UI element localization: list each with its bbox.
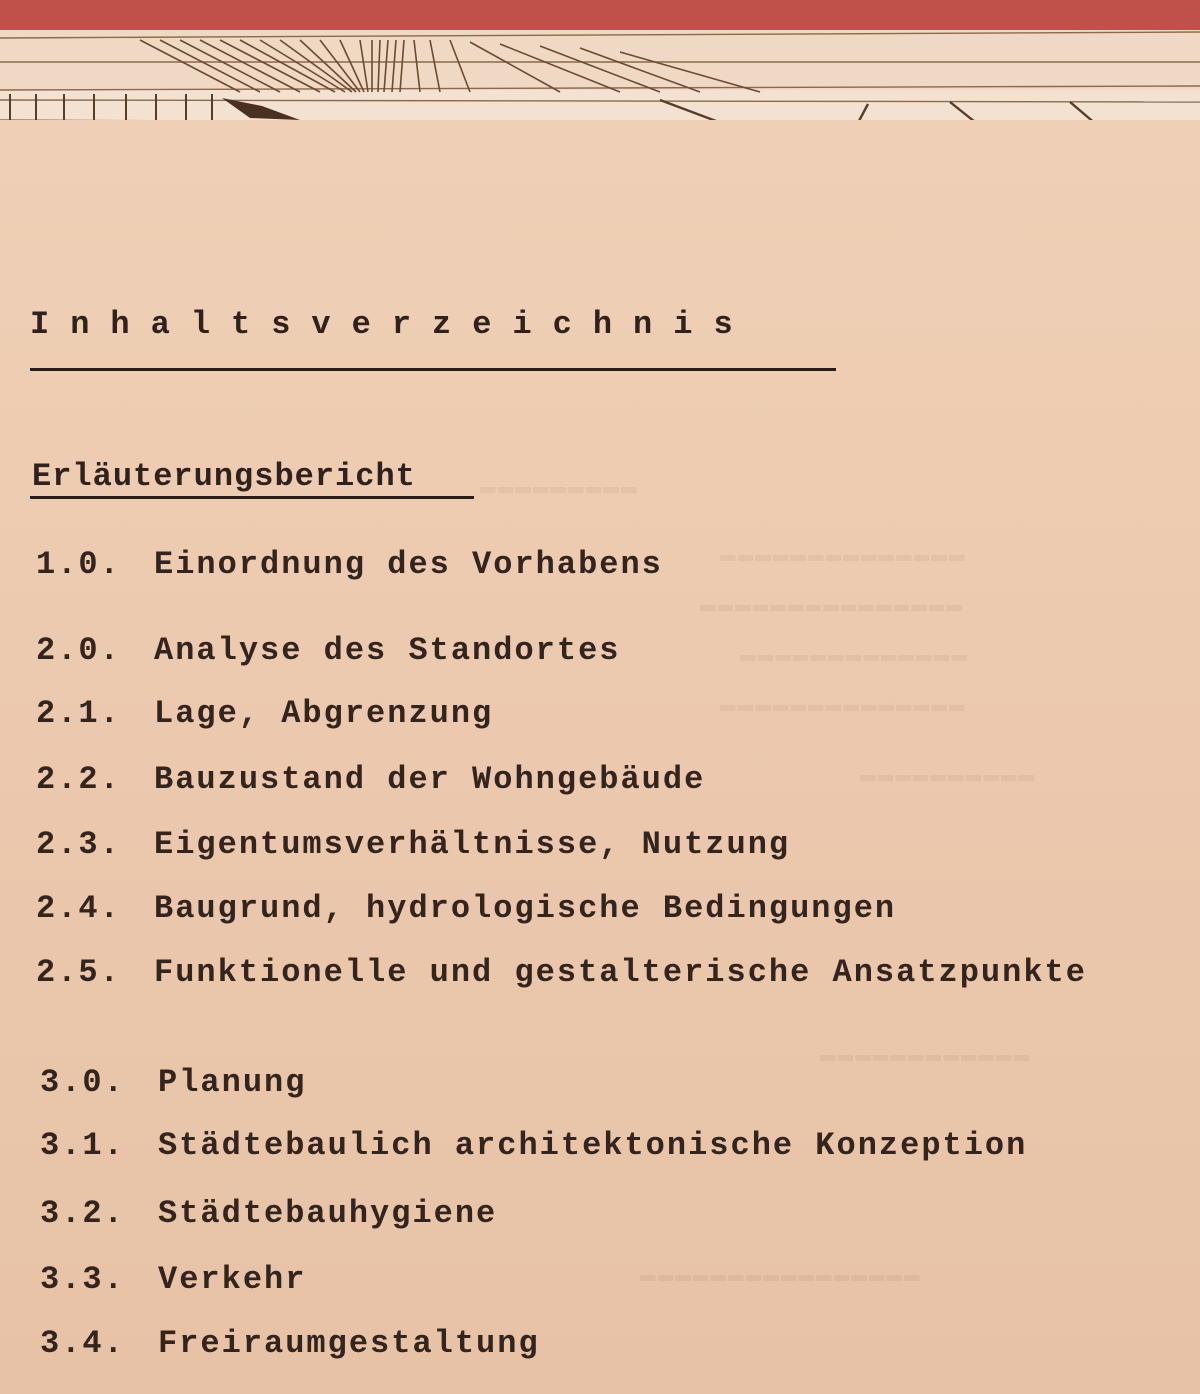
toc-entry-number: 2.4. (36, 890, 121, 927)
toc-entry-text: Bauzustand der Wohngebäude (154, 761, 706, 798)
bleed-through-decoration: ▬▬▬▬▬▬▬▬▬▬▬▬▬▬ (720, 540, 967, 570)
toc-entry (36, 546, 663, 583)
page-title: Inhaltsverzeichnis (30, 306, 754, 343)
toc-entry (36, 890, 896, 927)
toc-entry (40, 1127, 1027, 1164)
toc-entry-text: Eigentumsverhältnisse, Nutzung (154, 826, 791, 863)
toc-entry-number: 3.4. (40, 1325, 125, 1362)
toc-entry (40, 1195, 497, 1232)
bleed-through-decoration: ▬▬▬▬▬▬▬▬▬▬▬▬▬▬ (720, 690, 967, 720)
toc-entry-text: Analyse des Standortes (154, 632, 621, 669)
toc-entry-number: 2.0. (36, 632, 121, 669)
toc-entry-text: Verkehr (158, 1261, 307, 1298)
section-heading-underline (30, 496, 474, 499)
toc-entry-number: 2.5. (36, 954, 121, 991)
toc-entry-number: 2.1. (36, 695, 121, 732)
toc-entry-text: Freiraumgestaltung (158, 1325, 540, 1362)
toc-entry-number: 1.0. (36, 546, 121, 583)
toc-entry-text: Lage, Abgrenzung (154, 695, 494, 732)
toc-entry-number: 3.1. (40, 1127, 125, 1164)
bleed-through-decoration: ▬▬▬▬▬▬▬▬▬▬▬▬▬▬▬ (700, 590, 965, 620)
toc-entry (36, 826, 790, 863)
bleed-through-decoration: ▬▬▬▬▬▬▬▬▬▬ (860, 760, 1037, 790)
toc-entry-number: 3.2. (40, 1195, 125, 1232)
toc-entry-text: Städtebauhygiene (158, 1195, 498, 1232)
toc-entry-text: Funktionelle und gestalterische Ansatzpunkte (154, 954, 1087, 991)
toc-entry (36, 954, 1087, 991)
toc-entry-number: 2.2. (36, 761, 121, 798)
title-underline (30, 368, 836, 371)
toc-entry (36, 632, 620, 669)
toc-entry-number: 3.3. (40, 1261, 125, 1298)
toc-entry-number: 3.0. (40, 1064, 125, 1101)
toc-entry-number: 2.3. (36, 826, 121, 863)
bleed-through-decoration: ▬▬▬▬▬▬▬▬▬▬▬▬▬ (740, 640, 969, 670)
bleed-through-decoration: ▬▬▬▬▬▬▬▬▬▬▬▬▬▬▬▬ (640, 1260, 922, 1290)
toc-entry-text: Städtebaulich architektonische Konzeption (158, 1127, 1028, 1164)
toc-entry-text: Baugrund, hydrologische Bedingungen (154, 890, 897, 927)
toc-entry (40, 1325, 540, 1362)
bleed-through-decoration: ▬▬▬▬▬▬▬▬▬▬▬▬ (820, 1040, 1032, 1070)
toc-entry (36, 761, 705, 798)
toc-entry (40, 1261, 306, 1298)
toc-entry (40, 1064, 306, 1101)
toc-entry (36, 695, 493, 732)
bleed-through-decoration: ▬▬▬▬▬▬▬▬▬ (480, 472, 639, 502)
section-heading: Erläuterungsbericht (32, 458, 416, 495)
toc-entry-text: Planung (158, 1064, 307, 1101)
toc-entry-text: Einordnung des Vorhabens (154, 546, 663, 583)
